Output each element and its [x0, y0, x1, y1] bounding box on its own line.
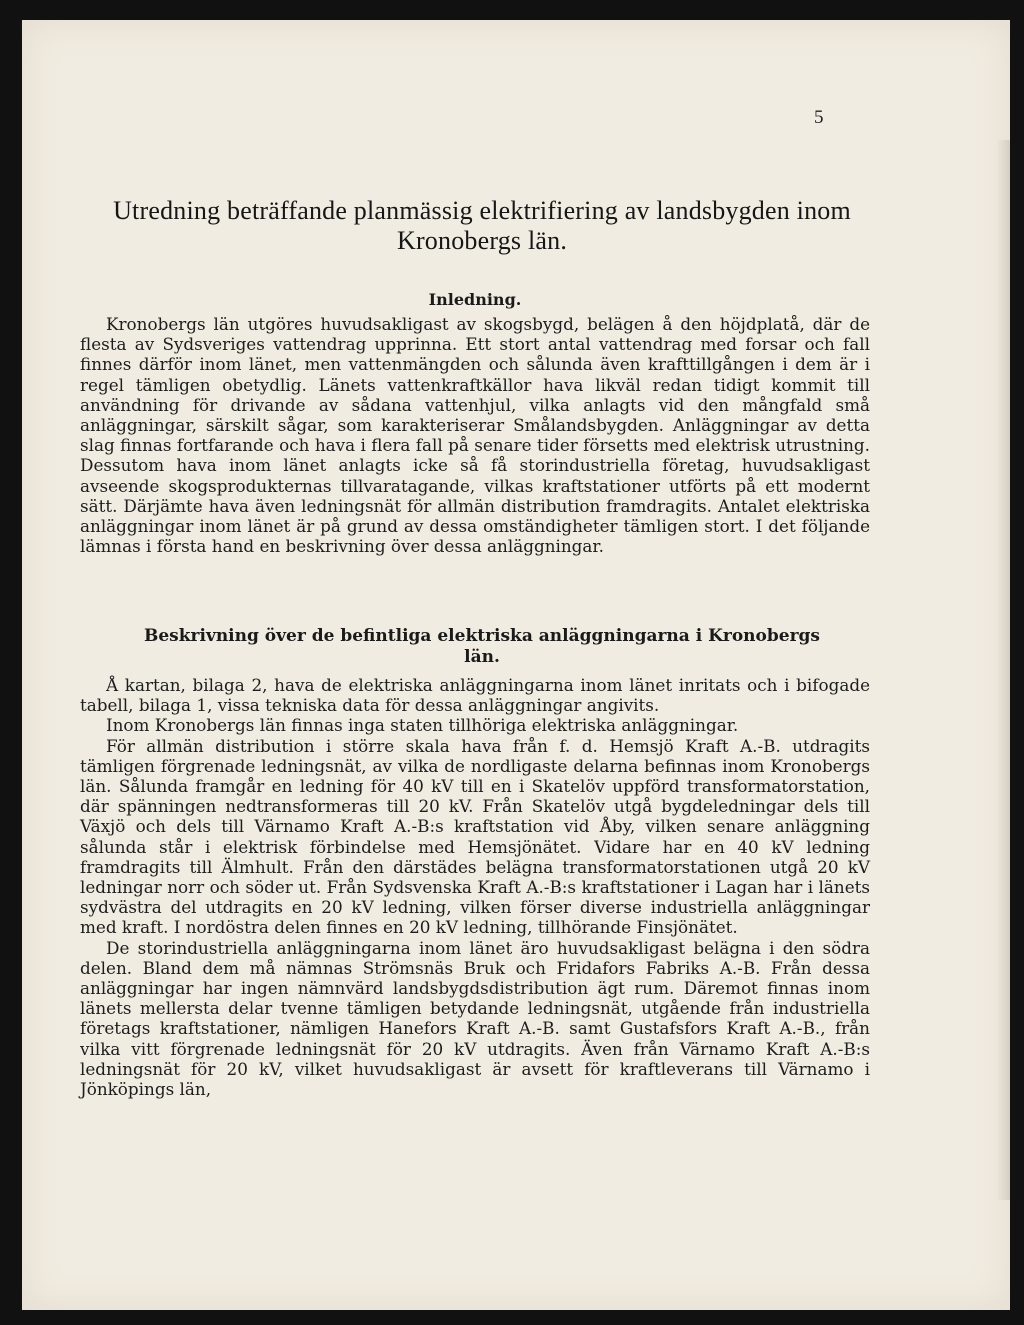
section-paragraph-1: Å kartan, bilaga 2, hava de elektriska anläggningarna inom länet inritats och i bifogade tabell, bilaga 1, vissa tekniska data för dessa anläggningar angivits. — [80, 675, 870, 716]
section-paragraph-2: Inom Kronobergs län finnas inga staten tillhöriga elektriska anläggningar. — [106, 715, 739, 736]
document-page — [22, 20, 1010, 1310]
section-paragraph-4: De storindustriella anläggningarna inom länet äro huvudsakligast belägna i den södra delen. Bland dem må nämnas Strömsnäs Bruk och Fridafors Fabriks A.-B. Från dessa anläggningar har ingen nämnvärd landsbygdsdistribution ägt rum. Däremot finnas inom länets mellersta delar tvenne tämligen betydande ledningsnät, utgående från industriella företags kraftstationer, nämligen Hanefors Kraft A.-B. samt Gustafsfors Kraft A.-B., från vilka vitt förgrenade ledningsnät för 20 kV utdragits. Även från Värnamo Kraft A.-B:s ledningsnät för 20 kV, vilket huvudsakligast är avsett för kraftleverans till Värnamo i Jönköpings län, — [80, 937, 870, 1100]
page-number: 5 — [814, 107, 824, 128]
section-body — [80, 675, 870, 1099]
section-paragraph-3: För allmän distribution i större skala hava från f. d. Hemsjö Kraft A.-B. utdragits tämligen förgrenade ledningsnät, av vilka de nordligaste delarna befinnas inom Kronobergs län. Sålunda framgår en ledning för 40 kV till en i Skatelöv uppförd transformatorstation, där spänningen nedtransformeras till 20 kV. Från Skatelöv utgå bygdeledningar dels till Växjö och dels till Värnamo Kraft A.-B:s kraftstation vid Åby, vilken senare anläggning sålunda står i elektrisk förbindelse med Hemsjönätet. Vidare har en 40 kV ledning framdragits till Älmhult. Från den därstädes belägna transformatorstationen utgå 20 kV ledningar norr och söder ut. Från Sydsvenska Kraft A.-B:s kraftstationer i Lagan har i länets sydvästra del utdragits en 20 kV ledning, vilken förser diverse industriella anläggningar med kraft. I nordöstra delen finnes en 20 kV ledning, tillhörande Finsjönätet. — [80, 735, 870, 938]
intro-heading: Inledning. — [428, 290, 522, 309]
document-title: Utredning beträffande planmässig elektrifiering av landsbygden inom Kronobergs län. — [113, 196, 851, 255]
section-heading: Beskrivning över de befintliga elektriska anläggningarna i Kronobergs län. — [144, 626, 820, 667]
intro-paragraph: Kronobergs län utgöres huvudsakligast av skogsbygd, belägen å den höjdplatå, där de flesta av Sydsveriges vattendrag upprinna. Ett stort antal vattendrag med forsar och fall finnes därför inom länet, men vattenmängden och sålunda även krafttillgången i dem är i regel tämligen obetydlig. Länets vattenkraftkällor hava likväl redan tidigt kommit till användning för drivande av sådana vattenhjul, vilka anlagts vid den mångfald små anläggningar, särskilt sågar, som karakteriserar Smålandsbygden. Anläggningar av detta slag finnas fortfarande och hava i flera fall på senare tider försetts med elektrisk utrustning. Dessutom hava inom länet anlagts icke så få storindustriella företag, huvudsakligast avseende skogsprodukternas tillvaratagande, vilkas kraftstationer utförts på ett modernt sätt. Därjämte hava även ledningsnät för allmän distribution framdragits. Antalet elektriska anläggningar inom länet är på grund av dessa omständigheter tämligen stort. I det följande lämnas i första hand en beskrivning över dessa anläggningar. — [80, 314, 870, 557]
intro-body — [80, 314, 870, 556]
page-edge-shadow — [996, 140, 1010, 1200]
